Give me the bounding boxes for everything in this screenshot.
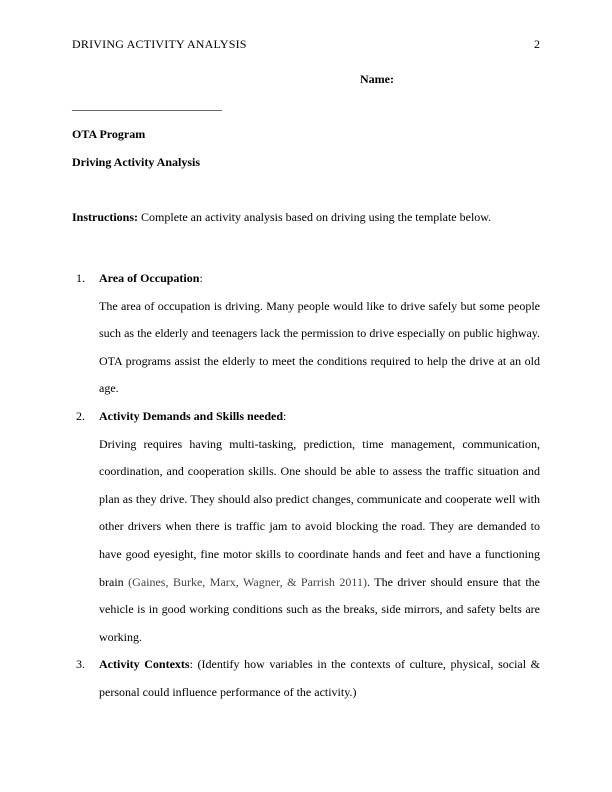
list-item-body: The area of occupation is driving. Many people would like to drive safely but some people such as the elderly and teenagers lack the permission to drive especially on public highway. OTA programs assist the elderly to meet the conditions required to help the drive at an old age. <box>99 298 540 396</box>
list-item-heading-suffix: : <box>189 657 193 672</box>
body-text: Driving requires having multi-tasking, prediction, time management, communication, coordination, and cooperation skills. One should be able to assess the traffic situation and plan as they drive. They should also predict changes, communicate and cooperate well with other drivers when there is traffic jam to avoid blocking the road. They are demanded to have good eyesight, fine motor skills to coordinate hands and feet and have a functioning brain <box>99 436 540 589</box>
instructions-text: Complete an activity analysis based on driving using the template below. <box>138 210 492 224</box>
list-item-heading: Area of Occupation <box>99 271 200 285</box>
name-blank-line: _________________________ <box>72 98 222 112</box>
list-item-body <box>99 431 540 652</box>
list-item-heading: Activity Demands and Skills needed <box>99 408 284 423</box>
instructions-label: Instructions: <box>72 210 139 224</box>
list-item-heading-line <box>99 651 540 706</box>
list-item-body: (Identify how variables in the contexts of culture, physical, social & personal could influence performance of the activity.) <box>99 657 540 699</box>
list-item-number: 1. <box>76 271 85 285</box>
list-item-heading-line <box>99 403 540 431</box>
analysis-list <box>72 265 540 707</box>
document-title: Driving Activity Analysis <box>72 155 201 169</box>
page-number: 2 <box>534 37 540 51</box>
name-label: Name: <box>360 72 394 86</box>
list-item-number: 3. <box>76 657 85 672</box>
list-item-heading-suffix: : <box>199 271 203 285</box>
list-item-heading: Activity Contexts <box>99 657 190 672</box>
list-item-heading-suffix: : <box>283 408 287 423</box>
list-item-heading-line <box>99 265 540 293</box>
body-text-continued: . The driver should ensure that the vehicle is in good working conditions such as the breaks, side mirrors, and safety belts are working. <box>99 574 541 644</box>
list-item-area-of-occupation <box>72 265 540 403</box>
instructions <box>72 210 491 225</box>
list-item-activity-demands <box>72 403 540 651</box>
citation: (Gaines, Burke, Marx, Wagner, & Parrish 2011) <box>128 574 367 589</box>
running-head: DRIVING ACTIVITY ANALYSIS <box>72 37 247 51</box>
program-name: OTA Program <box>72 127 146 141</box>
list-item-activity-contexts <box>72 651 540 706</box>
list-item-number: 2. <box>76 408 85 423</box>
